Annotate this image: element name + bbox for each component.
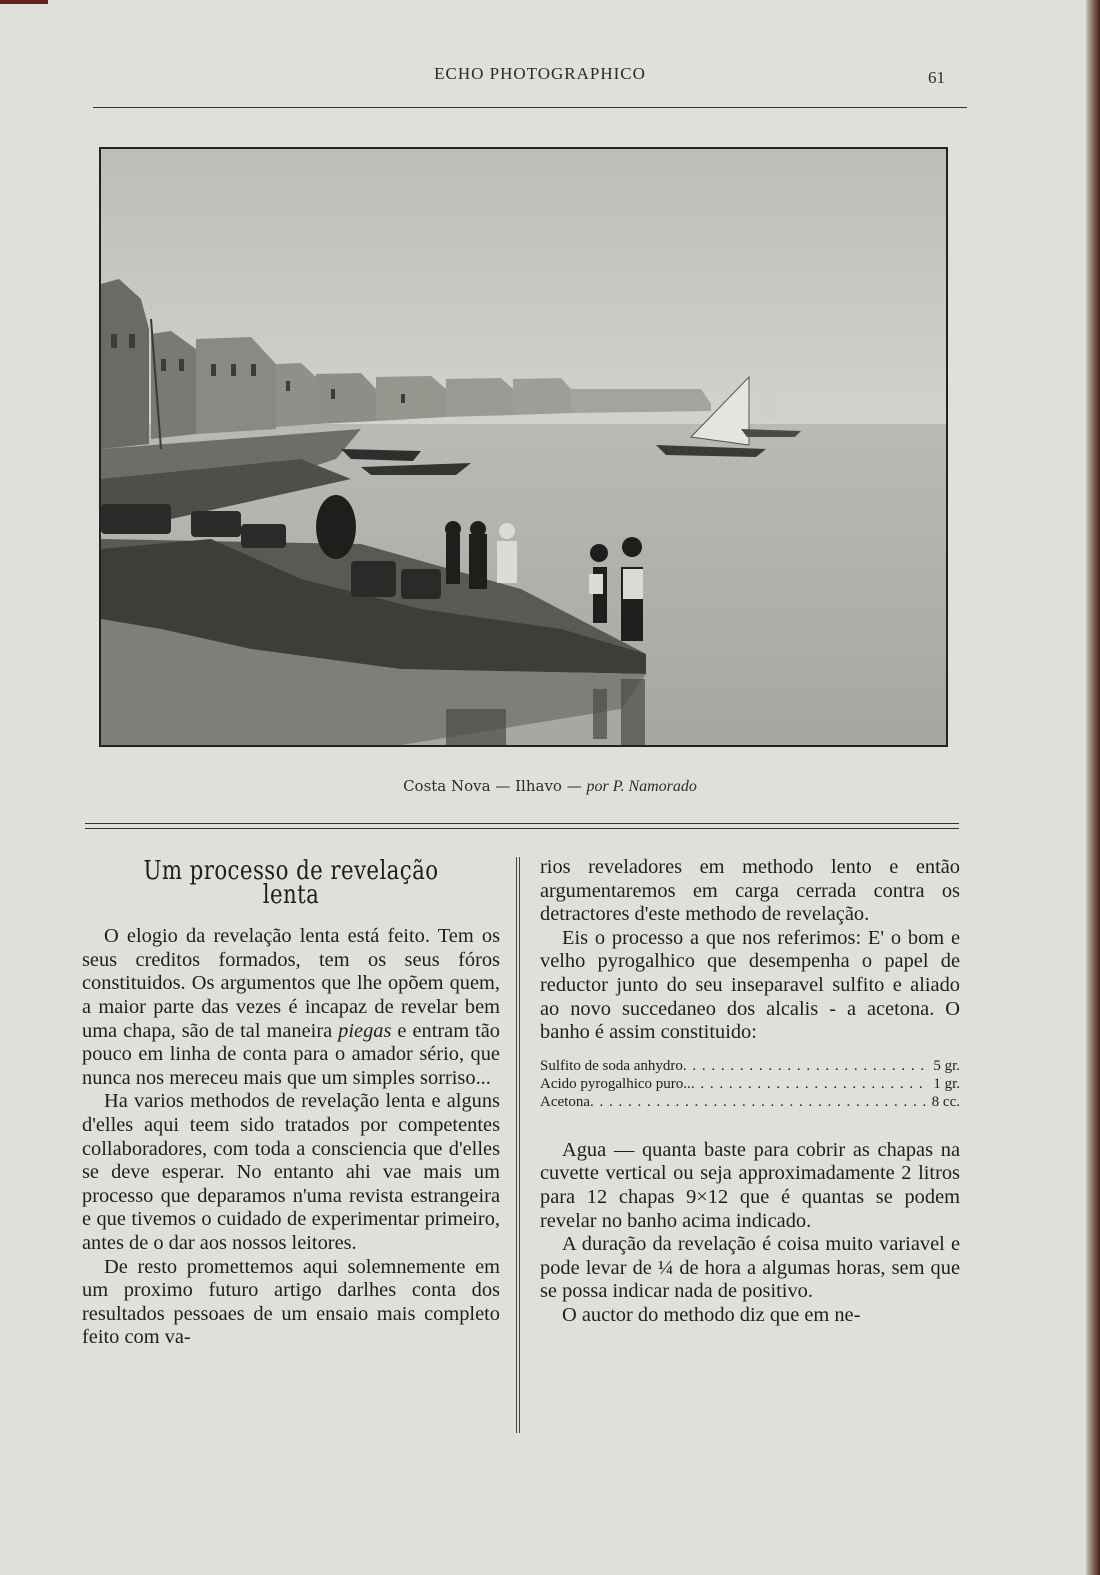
paragraph: Agua — quanta baste para cobrir as chapas na cuvette vertical ou seja approximadamente 2 litros para 12 chapas 9×12 que é quantas se podem revelar no banho acima indicado. bbox=[540, 1138, 960, 1232]
recipe-ingredient: Acido pyrogalhico puro.. bbox=[540, 1075, 691, 1092]
section-rule-top bbox=[85, 823, 959, 824]
right-column bbox=[540, 856, 960, 1328]
recipe-row bbox=[540, 1093, 960, 1111]
left-column bbox=[82, 856, 500, 1350]
article-title: Um processo de revelação lenta bbox=[143, 856, 439, 910]
recipe-row bbox=[540, 1075, 960, 1093]
recipe-ingredient: Acetona bbox=[540, 1093, 590, 1110]
paragraph: rios reveladores em methodo lento e então argumentaremos em carga cerrada contra os detractores d'este methodo de revelação. bbox=[540, 856, 960, 926]
leader-dots bbox=[683, 1057, 929, 1075]
page-number: 61 bbox=[928, 68, 945, 87]
header-rule bbox=[93, 107, 967, 108]
paragraph-text: O elogio da revelação lenta está feito. Tem os seus creditos formados, tem os seus fóros constituidos. Os argumentos que lhe opõem quem, a maior parte das vezes é incapaz de revelar bem uma chapa, são de tal maneira bbox=[82, 925, 500, 1042]
column-divider bbox=[516, 857, 520, 1433]
caption-place: Costa Nova — Ilhavo — bbox=[403, 777, 582, 795]
photograph-costa-nova bbox=[99, 147, 948, 747]
caption-author: por P. Namorado bbox=[586, 778, 697, 795]
recipe-quantity: 1 gr. bbox=[933, 1075, 960, 1092]
leader-dots bbox=[691, 1075, 930, 1093]
leader-dots bbox=[590, 1093, 928, 1111]
recipe-quantity: 8 cc. bbox=[931, 1093, 960, 1110]
recipe-quantity: 5 gr. bbox=[933, 1057, 960, 1074]
italic-word: piegas bbox=[338, 1019, 392, 1042]
section-rule-bottom bbox=[85, 828, 959, 829]
running-title: ECHO PHOTOGRAPHICO bbox=[434, 64, 646, 83]
paragraph: De resto promettemos aqui solemnemente em um proximo futuro artigo darlhes conta dos resultados pessoaes de um ensaio mais completo feito com va- bbox=[82, 1255, 500, 1349]
recipe-row bbox=[540, 1057, 960, 1075]
paragraph: Eis o processo a que nos referimos: E' o bom e velho pyrogalhico que desempenha o papel de reductor junto do seu inseparavel sulfito e aliado ao novo succedaneo dos alcalis - a acetona. O banho é assim constituido: bbox=[540, 926, 960, 1044]
paragraph: A duração da revelação é coisa muito variavel e pode levar de ¼ de hora a algumas horas, sem que se possa indicar nada de positivo. bbox=[540, 1233, 960, 1303]
recipe-ingredient: Sulfito de soda anhydro bbox=[540, 1057, 683, 1074]
recipe-list bbox=[540, 1057, 960, 1111]
paragraph: O auctor do methodo diz que em ne- bbox=[562, 1303, 861, 1326]
paragraph bbox=[82, 925, 500, 1090]
photo-caption bbox=[200, 777, 900, 796]
page-edge bbox=[1086, 0, 1100, 1575]
paragraph: Ha varios methodos de revelação lenta e alguns d'elles aqui teem sido tratados por competentes collaboradores, com toda a consciencia que d'elles se deve esperar. No entanto ahi vae mais um processo que deparamos n'uma revista estrangeira e que tivemos o cuidado de experimentar primeiro, antes de o dar aos nossos leitores. bbox=[82, 1090, 500, 1254]
paragraph-text: e entram tão pouco em linha de conta para o amador sério, que nunca nos mereceu mais que um simples sorriso... bbox=[82, 1019, 500, 1089]
photo-illustration bbox=[101, 149, 946, 745]
binding-mark bbox=[0, 0, 48, 4]
